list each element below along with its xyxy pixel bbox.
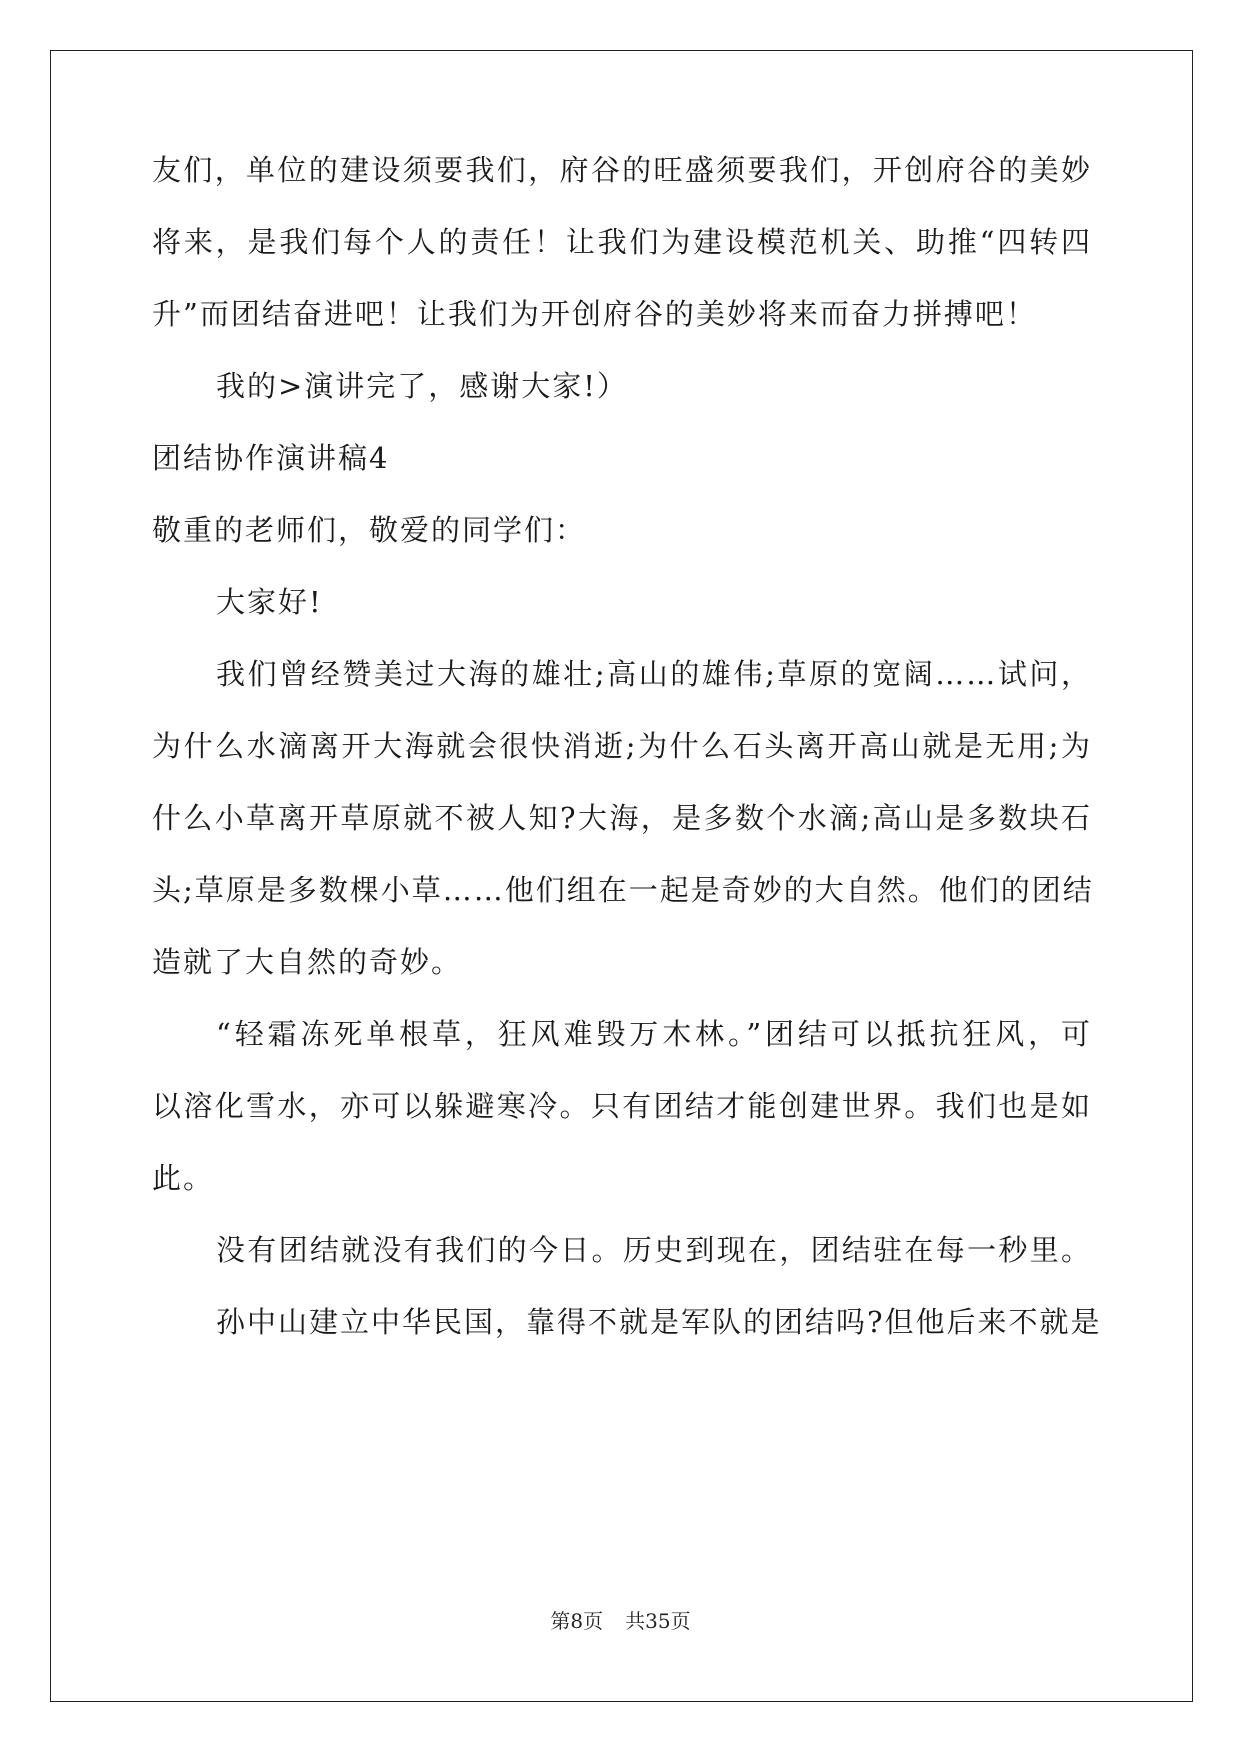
paragraph-line: 什么小草离开草原就不被人知?大海，是多数个水滴;高山是多数块石 [152,801,1092,835]
paragraph-line: “轻霜冻死单根草，狂风难毁万木林。”团结可以抵抗狂风，可 [216,1017,1092,1051]
paragraph-line: 将来，是我们每个人的责任！让我们为建设模范机关、助推“四转四 [152,225,1092,259]
page-number: 第8页 [550,1609,604,1633]
page-footer [0,1608,1241,1634]
section-heading: 团结协作演讲稿4 [152,441,390,475]
paragraph-line: 造就了大自然的奇妙。 [152,945,463,979]
paragraph-line: 升”而团结奋进吧！让我们为开创府谷的美妙将来而奋力拼搏吧！ [152,297,1037,331]
salutation: 敬重的老师们，敬爱的同学们： [152,513,587,547]
paragraph-line: 我的>演讲完了，感谢大家!） [216,369,628,403]
paragraph-line: 友们，单位的建设须要我们，府谷的旺盛须要我们，开创府谷的美妙 [152,153,1092,187]
paragraph-line: 没有团结就没有我们的今日。历史到现在，团结驻在每一秒里。 [216,1233,1092,1267]
paragraph-line: 此。 [152,1161,215,1195]
paragraph-line: 孙中山建立中华民国，靠得不就是军队的团结吗?但他后来不就是 [216,1305,1102,1339]
paragraph-line: 我们曾经赞美过大海的雄壮;高山的雄伟;草原的宽阔……试问， [216,657,1092,691]
paragraph-line: 为什么水滴离开大海就会很快消逝;为什么石头离开高山就是无用;为 [152,729,1092,763]
paragraph-line: 头;草原是多数棵小草……他们组在一起是奇妙的大自然。他们的团结 [152,873,1094,907]
greeting: 大家好! [216,585,323,619]
page-total: 共35页 [625,1609,691,1633]
paragraph-line: 以溶化雪水，亦可以躲避寒冷。只有团结才能创建世界。我们也是如 [152,1089,1092,1123]
